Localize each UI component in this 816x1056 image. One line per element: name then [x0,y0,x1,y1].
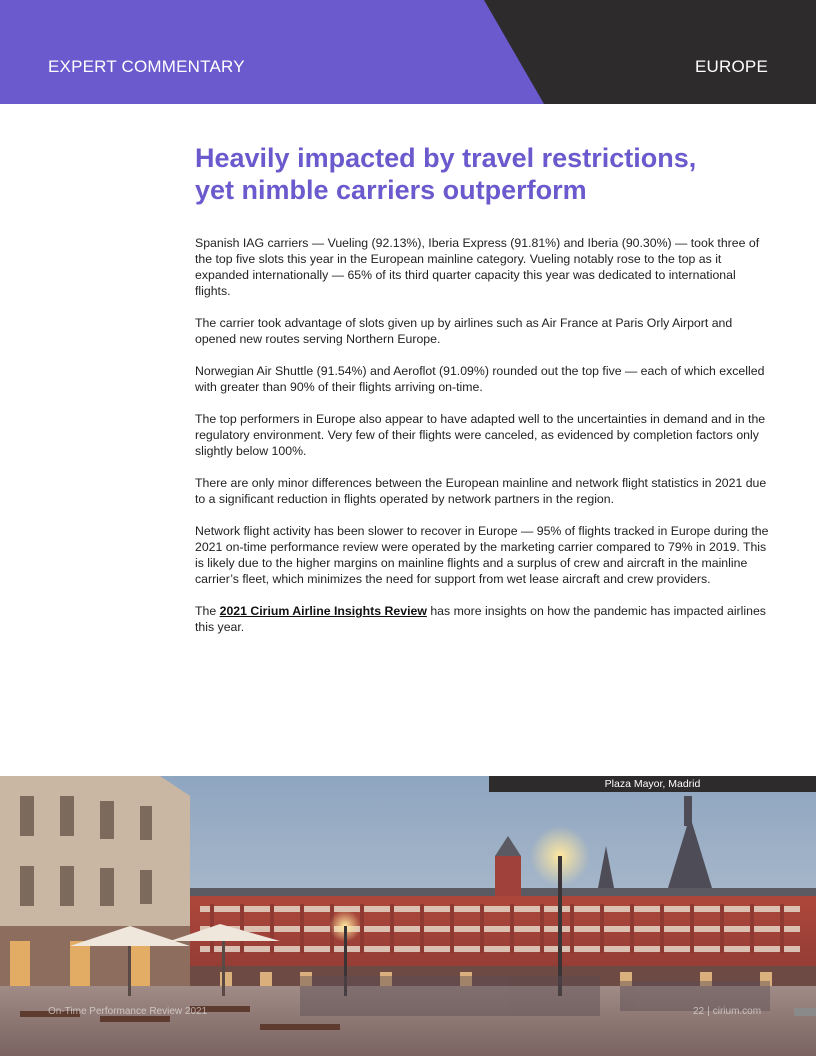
airline-insights-review-link[interactable]: 2021 Cirium Airline Insights Review [219,604,427,618]
header-accent-band [0,0,816,104]
article-title [195,142,775,206]
page-number: 22 [693,1006,705,1017]
article-body [195,235,770,651]
article-title-line-1: Heavily impacted by travel restrictions, [195,143,697,173]
closing-suffix: has more insights on how the pandemic has impacted airlines this year. [195,604,766,634]
footer-page-info [693,1006,761,1017]
photo-caption: Plaza Mayor, Madrid [489,776,816,792]
section-label: EXPERT COMMENTARY [48,57,245,76]
footer-report-title: On-Time Performance Review 2021 [48,1006,208,1017]
footer-separator: | [707,1006,710,1017]
paragraph: The carrier took advantage of slots given up by airlines such as Air France at Paris Orly Airport and opened new routes serving Northern Europe. [195,316,733,346]
footer-brand[interactable]: cirium.com [712,1006,762,1017]
paragraph: The top performers in Europe also appear to have adapted well to the uncertainties in demand and in the regulatory environment. Very few of their flights were canceled, as evidenced by completion factors only slightly below 100%. [195,412,766,458]
footer-tab-marker [794,1008,816,1016]
closing-prefix: The [195,604,220,618]
paragraph: There are only minor differences between the European mainline and network flight statistics in 2021 due to a significant reduction in flights operated by network partners in the region. [195,476,767,506]
paragraph: Spanish IAG carriers — Vueling (92.13%), Iberia Express (91.81%) and Iberia (90.30%) — took three of the top five slots this year in the European mainline category. Vueling notably rose to the top as it expanded internationally — 65% of its third quarter capacity this year was dedicated to international flights. [195,236,760,298]
paragraph: Norwegian Air Shuttle (91.54%) and Aeroflot (91.09%) rounded out the top five — each of which excelled with greater than 90% of their flights arriving on-time. [195,364,765,394]
page-header [0,0,816,104]
article-title-line-2: yet nimble carriers outperform [195,175,587,205]
paragraph: Network flight activity has been slower to recover in Europe — 95% of flights tracked in Europe during the 2021 on-time performance review were operated by the marketing carrier compared to 79% in 2019. This is likely due to the higher margins on mainline flights and a surplus of crew and aircraft in the mainline carrier’s fleet, which minimizes the need for support from wet lease aircraft and crew providers. [195,524,769,586]
closing-paragraph [195,603,770,635]
region-label: EUROPE [695,57,768,76]
